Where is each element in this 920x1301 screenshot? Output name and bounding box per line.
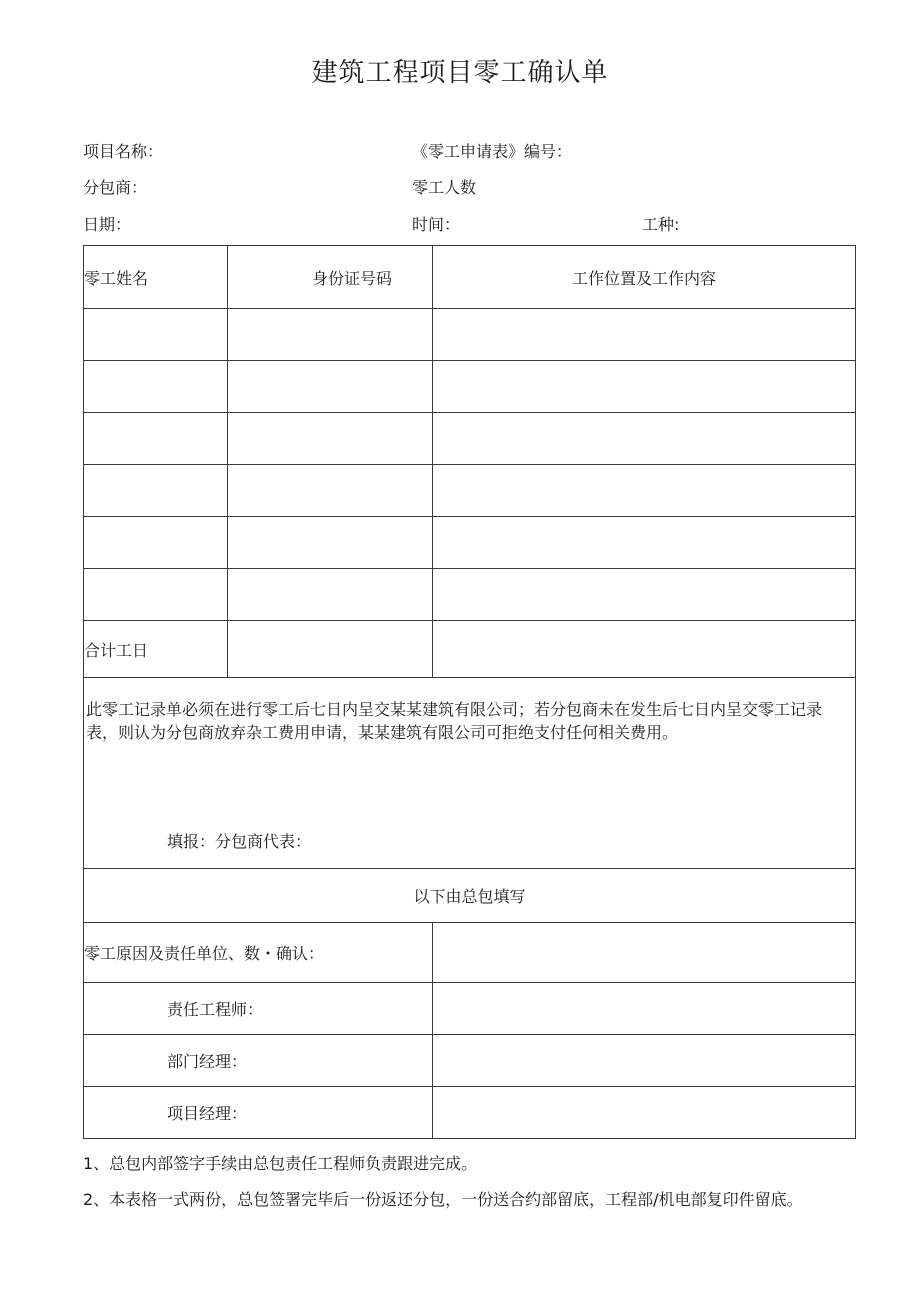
name-cell[interactable] [84,361,228,413]
dept-manager-signature-cell[interactable] [433,1035,856,1087]
name-cell[interactable] [84,413,228,465]
id-cell[interactable] [228,517,433,569]
table-header-row [84,246,856,309]
table-row [84,413,856,465]
table-row [84,309,856,361]
table-row [84,569,856,621]
subcontractor-signature-label: 填报：分包商代表： [167,832,312,851]
table-row [84,465,856,517]
name-cell[interactable] [84,569,228,621]
document-title: 建筑工程项目零工确认单 [311,58,609,88]
reason-row [84,923,856,983]
id-cell[interactable] [228,569,433,621]
content-cell[interactable] [433,569,856,621]
footnote-1: 1、总包内部签字手续由总包责任工程师负责跟进完成。 [83,1154,478,1173]
header-worker-name: 零工姓名 [84,246,228,309]
name-cell[interactable] [84,517,228,569]
engineer-label: 责任工程师： [84,983,433,1035]
content-cell[interactable] [433,361,856,413]
footnote-2: 2、本表格一式两份，总包签署完毕后一份返还分包，一份送合约部留底，工程部/机电部复印件留底。 [83,1190,803,1209]
worker-count-label: 零工人数 [412,178,477,197]
reason-label: 零工原因及责任单位、数・确认： [84,923,433,983]
content-cell[interactable] [433,309,856,361]
name-cell[interactable] [84,465,228,517]
name-cell[interactable] [84,309,228,361]
general-contractor-header: 以下由总包填写 [84,869,856,923]
dept-manager-row [84,1035,856,1087]
engineer-row [84,983,856,1035]
notice-row [84,678,856,869]
id-cell[interactable] [228,361,433,413]
date-label: 日期： [83,215,132,234]
general-contractor-header-row [84,869,856,923]
notice-cell [84,678,856,869]
project-manager-row [84,1087,856,1139]
notice-text: 此零工记录单必须在进行零工后七日内呈交某某建筑有限公司；若分包商未在发生后七日内呈交零工记录表，则认为分包商放弃杂工费用申请，某某建筑有限公司可拒绝支付任何相关费用。 [86,700,823,742]
time-label: 时间： [412,215,461,234]
project-manager-signature-cell[interactable] [433,1087,856,1139]
total-row [84,621,856,678]
content-cell[interactable] [433,517,856,569]
table-row [84,361,856,413]
total-id-cell[interactable] [228,621,433,678]
request-number-label: 《零工申请表》编号： [412,142,573,161]
total-workdays-label: 合计工日 [84,621,228,678]
subcontractor-label: 分包商： [83,178,148,197]
header-id-number: 身份证号码 [228,246,433,309]
id-cell[interactable] [228,309,433,361]
reason-value-cell[interactable] [433,923,856,983]
table-row [84,517,856,569]
total-content-cell[interactable] [433,621,856,678]
project-name-label: 项目名称： [83,142,164,161]
content-cell[interactable] [433,465,856,517]
id-cell[interactable] [228,465,433,517]
project-manager-label: 项目经理： [84,1087,433,1139]
id-cell[interactable] [228,413,433,465]
confirmation-table [83,245,856,1139]
header-work-content: 工作位置及工作内容 [433,246,856,309]
content-cell[interactable] [433,413,856,465]
dept-manager-label: 部门经理： [84,1035,433,1087]
trade-label: 工种: [642,215,680,234]
engineer-signature-cell[interactable] [433,983,856,1035]
